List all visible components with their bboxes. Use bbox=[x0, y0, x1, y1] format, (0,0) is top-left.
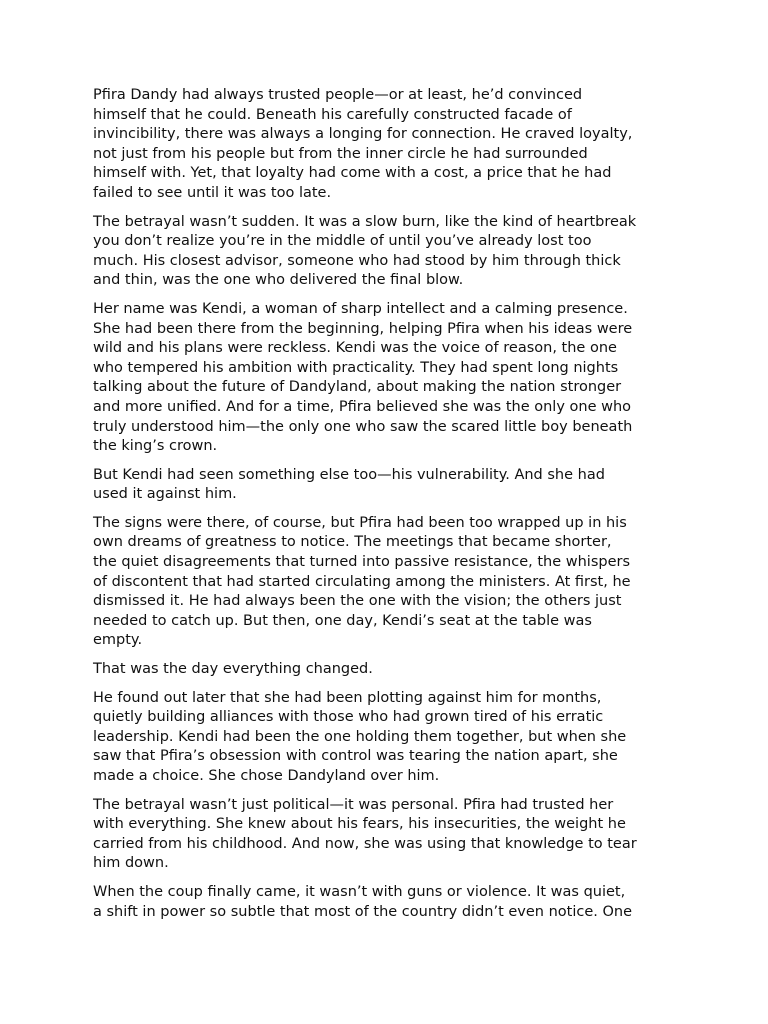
paragraph: That was the day everything changed. bbox=[93, 661, 373, 678]
paragraph: But Kendi had seen something else too—his vulnerability. And she had used it against him. bbox=[93, 466, 605, 503]
paragraph: The betrayal wasn’t sudden. It was a slow burn, like the kind of heartbreak you don’t realize you’re in the middle of until you’ve already lost too much. His closest advisor, someone who had stood by him through thick and thin, was the one who delivered the final blow. bbox=[93, 213, 637, 289]
paragraph: Pfira Dandy had always trusted people—or at least, he’d convinced himself that he could. Beneath his carefully constructed facade of invincibility, there was always a longing for connection. He craved loyalty, not just from his people but from the inner circle he had surrounded himself with. Yet, that loyalty had come with a cost, a price that he had failed to see until it was too late. bbox=[93, 87, 633, 201]
paragraph: Her name was Kendi, a woman of sharp intellect and a calming presence. She had been there from the beginning, helping Pfira when his ideas were wild and his plans were reckless. Kendi was the voice of reason, the one who tempered his ambition with practicality. They had spent long nights talking about the future of Dandyland, about making the nation stronger and more unified. And for a time, Pfira believed she was the only one who truly understood him—the only one who saw the scared little boy beneath the king’s crown. bbox=[93, 300, 633, 455]
paragraph: The signs were there, of course, but Pfira had been too wrapped up in his own dreams of greatness to notice. The meetings that became shorter, the quiet disagreements that turned into passive resistance, the whispers of discontent that had started circulating among the ministers. At first, he dismissed it. He had always been the one with the vision; the others just needed to catch up. But then, one day, Kendi’s seat at the table was empty. bbox=[93, 514, 631, 649]
paragraph: The betrayal wasn’t just political—it was personal. Pfira had trusted her with everything. She knew about his fears, his insecurities, the weight he carried from his childhood. And now, she was using that knowledge to tear him down. bbox=[93, 796, 637, 872]
paragraph: He found out later that she had been plotting against him for months, quietly building alliances with those who had grown tired of his erratic leadership. Kendi had been the one holding them together, but when she saw that Pfira’s obsession with control was tearing the nation apart, she made a choice. She chose Dandyland over him. bbox=[93, 689, 627, 784]
paragraph: When the coup finally came, it wasn’t with guns or violence. It was quiet, a shift in power so subtle that most of the country didn’t even notice. One bbox=[93, 883, 633, 920]
document-body bbox=[93, 86, 677, 931]
